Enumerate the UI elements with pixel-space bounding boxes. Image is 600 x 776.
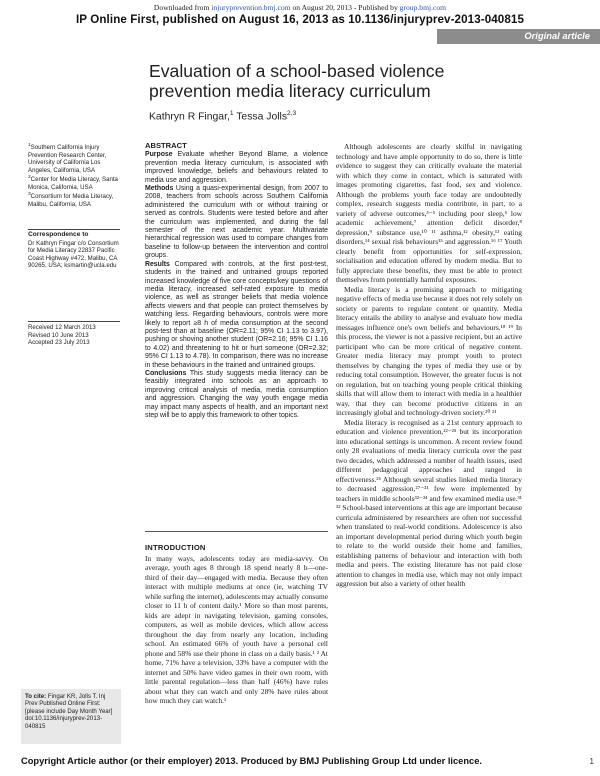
affiliation-sup: 2 xyxy=(28,175,31,181)
sidebar-divider xyxy=(28,229,120,230)
author-2: Tessa Jolls xyxy=(233,111,288,123)
citation-text xyxy=(25,693,119,730)
correspondence xyxy=(28,231,122,270)
affiliation-text: Southern California Injury Prevention Research Center, University of California Los Angeles, California, USA xyxy=(28,144,107,174)
date-accepted: Accepted 23 July 2013 xyxy=(28,339,90,346)
results-text: Compared with controls, at the first post-test, students in the trained and untrained groups reported increased knowledge of five core concepts/key questions of media literacy, increased self-rated exposure to media violence, as well as stronger beliefs that media violence affects viewers and that people can protect themselves by watching less. Regarding behaviours, controls were more likely to report ≥8 h of media consumption at the second post-test than at baseline (OR=2.11; 95% CI 1.13 to 3.97), pushing or shoving another student (OR=2.16; 95% CI 1.16 to 4.02) and threatening to hit or hurt someone (OR=2.32; 95% CI 1.13 to 4.78). In comparison, there was no increase in these behaviours in the trained and untrained groups. xyxy=(145,260,328,369)
abstract xyxy=(145,142,328,420)
citation-label: To cite: xyxy=(25,693,47,700)
abstract-conclusions xyxy=(145,370,328,420)
conclusions-text: This study suggests media literacy can be feasibly integrated into schools as an approach to improving critical analysis of media, media consumption and aggression. Changing the way youth engage media may impact many aspects of health, and an important next step will be to apply this framework to other topics. xyxy=(145,369,328,419)
section-label: Original article xyxy=(524,30,590,41)
body-paragraph-3: Media literacy is recognised as a 21st century approach to education and violence prevention,²²⁻²⁵ but its incorporation into educational settings is uncommon. A recent review found only 28 evaluations of media literacy curricula over the past two decades, which addressed a number of health issues, used different pedagogical approaches and ranged in effectiveness.²⁶ Although several studies linked media literacy to decreased aggression,²⁷⁻³¹ few were implemented by teachers in middle schools³²⁻³⁴ and few examined media use.³¹ ³² School-based interventions at this age are important because curricula administered by researchers are often not successful when translated to real-world conditions. Adolescence is also an important developmental period during which youth begin to relate to the world outside their home and families, establishing patterns of behaviour and interaction with both media and peers. The existing literature has not paid close attention to changes in media use, which may not only impact aggression but also a variety of other health xyxy=(336,417,522,588)
affiliation-text: Center for Media Literacy, Santa Monica, California, USA xyxy=(28,176,118,191)
body-paragraph-2: Media literacy is a promising approach to mitigating negative effects of media use because it does not rely solely on society or parents to regulate content or quantity. Media literacy entails the ability to analyse and evaluate how media messages influence one's own beliefs and behaviours.¹⁸ ¹⁹ In this process, the viewer is not a passive recipient, but an active participant who can be more critical of negative content. Greater media literacy may prompt youth to protect themselves by changing the types of media they use or by reducing total consumption. However, the greater focus is not on regulation, but on teaching young people critical thinking skills that will allow them to interact with media in a healthier way, that they can become productive citizens in an increasingly global and technology-driven society.²⁰ ²¹ xyxy=(336,284,523,417)
dates-divider xyxy=(28,321,120,322)
introduction-heading: INTRODUCTION xyxy=(145,543,206,552)
download-prefix: Downloaded from xyxy=(153,3,212,12)
affiliation-text: Consortium for Media Literacy, Malibu, California, USA xyxy=(28,193,114,208)
abstract-purpose xyxy=(145,151,328,185)
article-dates xyxy=(28,324,122,347)
publisher-link[interactable]: group.bmj.com xyxy=(399,3,447,12)
author-1-sup: 1 xyxy=(229,110,234,117)
results-label: Results xyxy=(145,260,170,268)
article-title: Evaluation of a school-based violence prevention media literacy curriculum xyxy=(149,61,445,101)
affiliation-1 xyxy=(28,142,120,174)
abstract-methods xyxy=(145,185,328,261)
conclusions-label: Conclusions xyxy=(145,369,187,377)
citation-body: Fingar KR, Jolls T. Inj Prev Published Online First: [please include Day Month Year] doi:10.1136/injuryprev-2013-040815 xyxy=(25,693,113,730)
purpose-label: Purpose xyxy=(145,151,173,159)
abstract-results xyxy=(145,261,328,370)
author-1: Kathryn R Fingar, xyxy=(149,111,230,123)
author-2-sup: 2,3 xyxy=(287,110,297,117)
purpose-text: Evaluate whether Beyond Blame, a violence prevention media literacy curriculum, is associated with improved knowledge, beliefs and behaviours related to media use and aggression. xyxy=(145,151,328,184)
author-list xyxy=(149,110,296,122)
abstract-divider xyxy=(145,531,328,532)
section-label-bar xyxy=(437,29,600,44)
affiliation-2 xyxy=(28,174,120,191)
affiliation-sup: 3 xyxy=(28,192,31,198)
page-number: 1 xyxy=(589,757,594,766)
download-line xyxy=(0,3,600,12)
correspondence-body: Dr Kathryn Fingar c/o Consortium for Media Literacy 22837 Pacific Coast Highway #472, Malibu, CA 90265, USA; ksmartin@ucla.edu xyxy=(28,239,119,269)
affiliation-3 xyxy=(28,191,120,208)
correspondence-heading: Correspondence to xyxy=(28,231,89,238)
methods-text: Using a quasi-experimental design, from 2007 to 2008, teachers from schools across Southern California administered the curriculum with or without training or served as controls. Students were tested before and after the curriculum was implemented, and during the fall semester of the next academic year. Multivariate hierarchical regression was used to compare changes from baseline to follow-up between the intervention and control groups. xyxy=(145,185,328,260)
copyright-footer: Copyright Article author (or their employer) 2013. Produced by BMJ Publishing Group Ltd under licence. xyxy=(21,756,482,766)
download-middle: on August 20, 2013 - Published by xyxy=(290,3,400,12)
affiliation-sup: 1 xyxy=(28,143,31,148)
date-received: Received 12 March 2013 xyxy=(28,324,96,331)
introduction xyxy=(145,543,328,706)
site-link[interactable]: injuryprevention.bmj.com xyxy=(211,3,291,12)
date-revised: Revised 10 June 2013 xyxy=(28,331,89,339)
body-paragraph-1: Although adolescents are clearly skilful in navigating technology and have ample opportunity to do so, there is little evidence to suggest they can critically evaluate the material with which they come in contact, which is saturated with images promoting cigarettes, fast food, sex and violence. Although the problems youth face today are undoubtedly complex, research suggests media contribute, in part, to a variety of adverse outcomes,³⁻⁵ including poor sleep,⁶ low academic achievement,⁷ attention deficit disorder,⁸ depression,⁹ substance use,¹⁰ ¹¹ asthma,¹² obesity,¹³ eating disorders,¹⁴ sexual risk behaviours¹⁵ and aggression.¹⁶ ¹⁷ Youth clearly benefit from opportunities for self-expression, socialisation and education offered by modern media. But to fully appreciate these benefits, they must be able to protect themselves from potentially harmful exposures. xyxy=(336,142,522,284)
body-right-column xyxy=(336,142,522,589)
affiliations xyxy=(28,142,120,208)
abstract-heading: ABSTRACT xyxy=(145,141,187,150)
methods-label: Methods xyxy=(145,185,174,193)
publication-banner: IP Online First, published on August 16, 2013 as 10.1136/injuryprev-2013-040815 xyxy=(75,13,524,26)
introduction-body: In many ways, adolescents today are media-savvy. On average, youth ages 8 through 18 spend nearly 8 h—one-third of their day—engaged with media. Because they often interact with multiple mediums at once (ie, watching TV while surfing the internet), adolescents may actually consume closer to 11 h of content daily.¹ More so than most parents, kids are adept in navigating television, gaming consoles, computers, as well as mobile devices, which allow access throughout the day from nearly any location, including school. An estimated 66% of youth have a personal cell phone and 58% use their phone in class on a daily basis.¹ ² At home, 71% have a television, 33% have a computer with the internet and 50% have video games in their own room, with little parental regulation—less than half (46%) have rules about what they can watch and only 28% have rules about how much they can watch.¹ xyxy=(145,553,328,705)
